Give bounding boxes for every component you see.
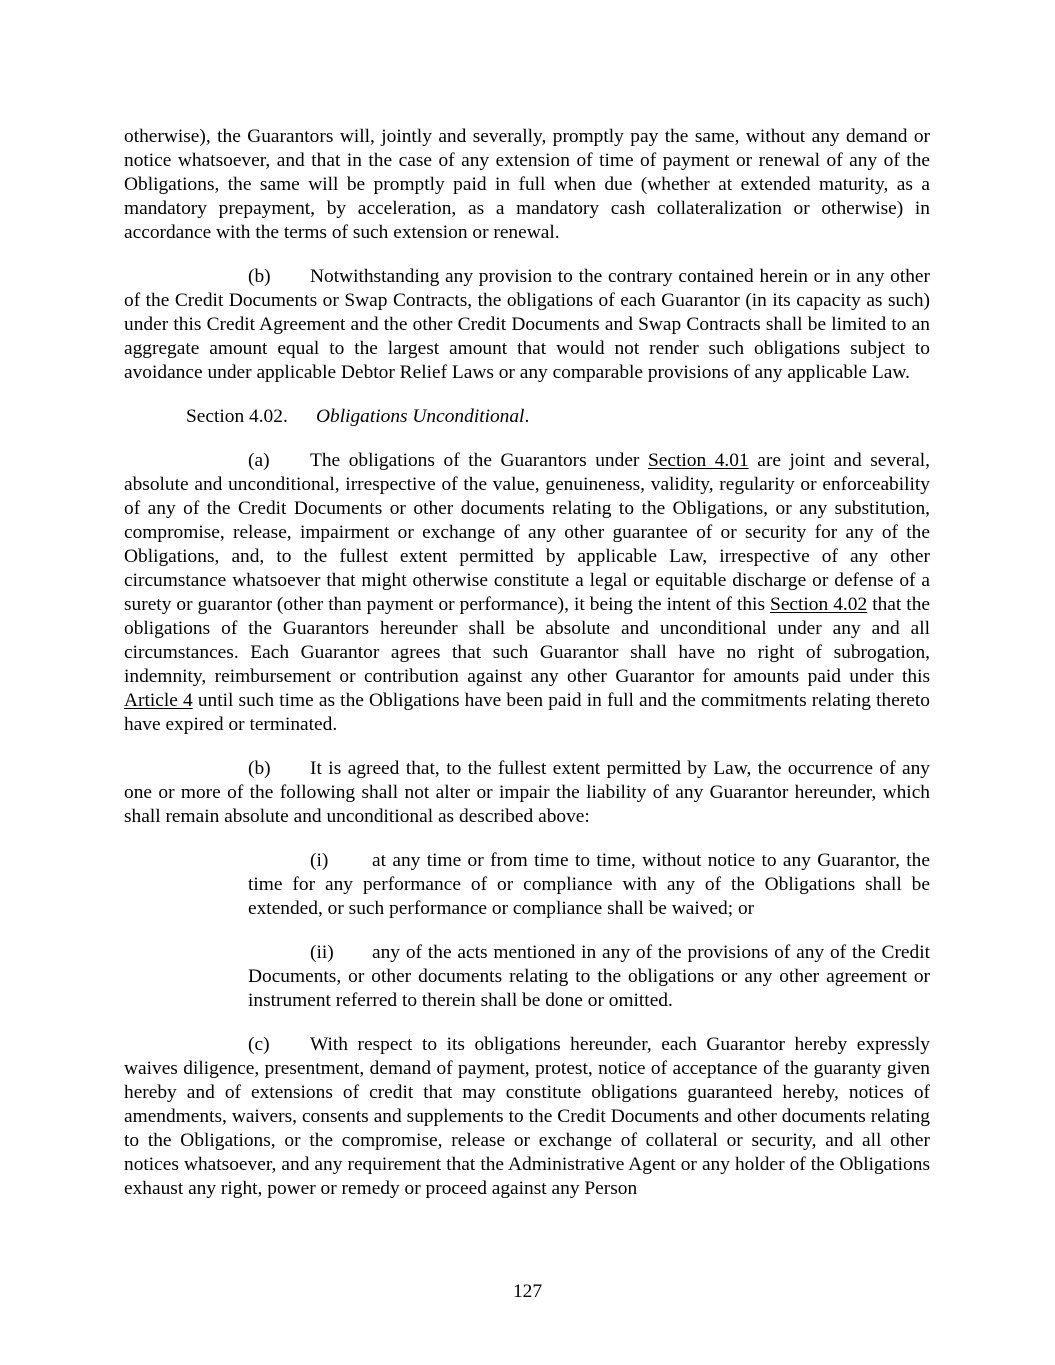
paragraph-text: It is agreed that, to the fullest extent permitted by Law, the occurrence of any one or more of the following shall not alter or impair the liability of any Guarantor hereunder, which shall remain absolute and unconditional as described above: — [124, 758, 930, 827]
paragraph-label: (a) — [248, 450, 270, 471]
paragraph-label: (c) — [248, 1034, 270, 1055]
cross-reference-section-4-01[interactable]: Section 4.01 — [647, 450, 749, 471]
paragraph-label: (b) — [248, 266, 271, 287]
paragraph-4-02-a — [124, 449, 930, 737]
paragraph-text: Notwithstanding any provision to the contrary contained herein or in any other of the Credit Documents or Swap Contracts, the obligations of each Guarantor (in its capacity as such) under this Credit Agreement and the other Credit Documents and Swap Contracts shall be limited to an aggregate amount equal to the largest amount that would not render such obligations subject to avoidance under applicable Debtor Relief Laws or any comparable provisions of any applicable Law. — [124, 266, 930, 383]
paragraph-text: that the obligations of the Guarantors hereunder shall be absolute and unconditional under any and all circumstances. Each Guarantor agrees that such Guarantor shall have no right of subrogation, indemnity, reimbursement or contribution against any other Guarantor for amounts paid under this — [124, 594, 931, 687]
paragraph-4-02-b — [124, 757, 930, 829]
sub-item-label: (i) — [310, 850, 329, 871]
sub-item-i — [248, 849, 930, 921]
paragraph-text: With respect to its obligations hereunder, each Guarantor hereby expressly waives diligence, presentment, demand of payment, protest, notice of acceptance of the guaranty given hereby and of extensions of credit that may constitute obligations guaranteed hereby, notices of amendments, waivers, consents and supplements to the Credit Documents and other documents relating to the Obligations, or the compromise, release or exchange of collateral or security, and all other notices whatsoever, and any requirement that the Administrative Agent or any holder of the Obligations exhaust any right, power or remedy or proceed against any Person — [124, 1034, 930, 1199]
paragraph-4-01-b — [124, 265, 930, 385]
paragraph-label: (b) — [248, 758, 271, 779]
page-number: 127 — [512, 1281, 543, 1302]
paragraph-text: The obligations of the Guarantors under — [310, 450, 648, 471]
document-page — [124, 125, 930, 1221]
section-title-period: . — [524, 406, 530, 427]
cross-reference-article-4[interactable]: Article 4 — [124, 690, 193, 711]
paragraph-text: until such time as the Obligations have been paid in full and the commitments relating thereto have expired or terminated. — [124, 690, 930, 735]
section-heading-4-02 — [124, 405, 930, 429]
paragraph-text: are joint and several, absolute and unconditional, irrespective of the value, genuineness, validity, regularity or enforceability of any of the Credit Documents or other documents relating to the Obligations, or any substitution, compromise, release, impairment or exchange of any other guarantee of or security for any of the Obligations, and, to the fullest extent permitted by applicable Law, irrespective of any other circumstance whatsoever that might otherwise constitute a legal or equitable discharge or defense of a surety or guarantor (other than payment or performance), it being the intent of this — [124, 450, 930, 615]
section-number: Section 4.02. — [186, 406, 288, 427]
sub-item-text: any of the acts mentioned in any of the provisions of any of the Credit Documents, or other documents relating to the obligations or any other agreement or instrument referred to therein shall be done or omitted. — [248, 942, 930, 1011]
cross-reference-section-4-02[interactable]: Section 4.02 — [770, 594, 868, 615]
sub-item-label: (ii) — [310, 942, 334, 963]
section-title: Obligations Unconditional — [316, 406, 525, 427]
paragraph-continuation: otherwise), the Guarantors will, jointly and severally, promptly pay the same, without any demand or notice whatsoever, and that in the case of any extension of time of payment or renewal of any of the Obligations, the same will be promptly paid in full when due (whether at extended maturity, as a mandatory prepayment, by acceleration, as a mandatory cash collateralization or otherwise) in accordance with the terms of such extension or renewal. — [124, 126, 930, 243]
sub-item-ii — [248, 941, 930, 1013]
paragraph-4-02-c — [124, 1033, 930, 1201]
sub-item-text: at any time or from time to time, without notice to any Guarantor, the time for any performance of or compliance with any of the Obligations shall be extended, or such performance or compliance shall be waived; or — [248, 850, 930, 919]
